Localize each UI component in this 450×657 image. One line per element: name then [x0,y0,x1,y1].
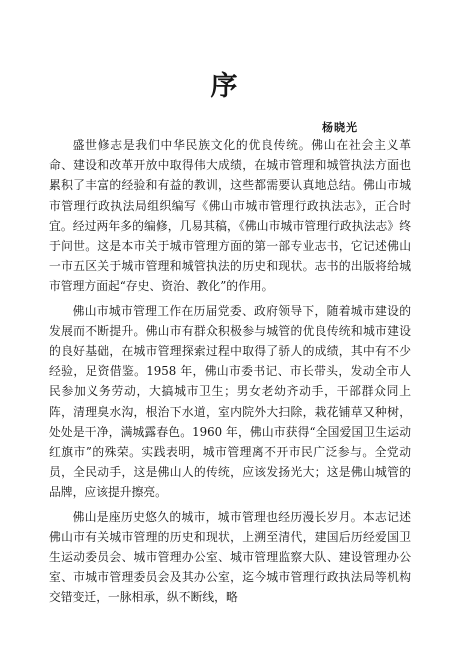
page-title: 序 [210,71,240,102]
paragraph-3: 佛山是座历史悠久的城市，城市管理也经历漫长岁月。本志记述佛山市有关城市管理的历史和现状，上溯至清代，建国后历经爱国卫生运动委员会、城市管理办公室、城市管理监察大队、建设管理办公室、市城市管理委员会及其办公室，迄今城市管理行政执法局等机构交错变迁，一脉相承，纵不断线，略 [49,509,411,605]
paragraph-2: 佛山市城市管理工作在历届党委、政府领导下，随着城市建设的发展而不断提升。佛山市有群众积极参与城管的优良传统和城市建设的良好基础，在城市管理探索过程中取得了骄人的成绩，其中有不少经验，足资借鉴。1958 年，佛山市委书记、市长带头，发动全市人民参加义务劳动，大搞城市卫生；男女老幼齐动手，干部群众同上阵，清理臭水沟，根治下水道，室内院外大扫除，栽花铺草又种树，处处是干净，满城露春色。1960 年，佛山市获得“全国爱国卫生运动红旗市”的殊荣。实践表明，城市管理离不开市民广泛参与。全党动员，全民动手，这是佛山人的传统，应该发扬光大；这是佛山城管的品牌，应该提升擦亮。 [49,303,411,500]
body-text [49,135,411,612]
author-name: 杨晓光 [322,121,358,134]
paragraph-1: 盛世修志是我们中华民族文化的优良传统。佛山在社会主义革命、建设和改革开放中取得伟大成绩，在城市管理和城管执法方面也累积了丰富的经验和有益的教训，这些都需要认真地总结。佛山市城市管理行政执法局组织编写《佛山市城市管理行政执法志》，正合时宜。经过两年多的编修，几易其稿，《佛山市城市管理行政执法志》终于问世。这是本市关于城市管理方面的第一部专业志书，它记述佛山一市五区关于城市管理和城管执法的历史和现状。志书的出版将给城市管理方面起“存史、资治、教化”的作用。 [49,138,411,294]
